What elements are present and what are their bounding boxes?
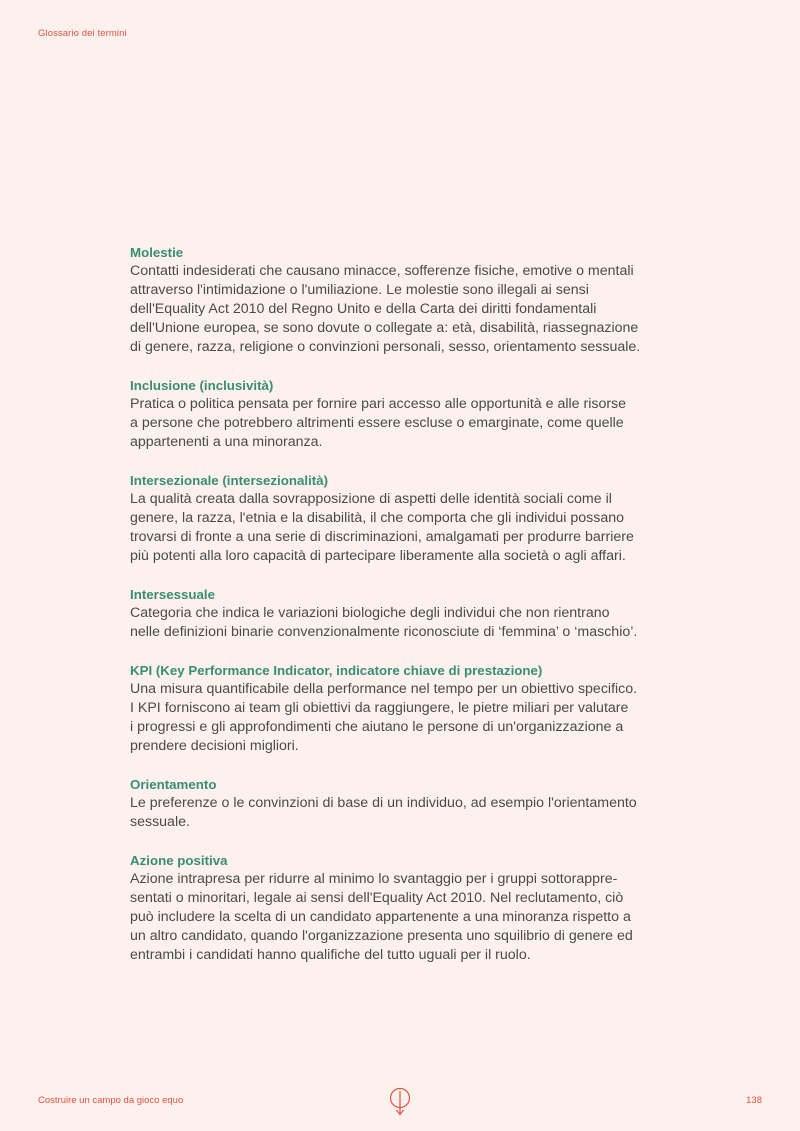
glossary-definition: Azione intrapresa per ridurre al minimo lo svantaggio per i gruppi sottorappre- sentati o minoritari, legale ai sensi dell'Equality Act 2010. Nel reclutamento, ciò può includere la scelta di un candidato appartenente a una minoranza rispetto a un altro candidato, quando l'organizzazione presenta uno squilibrio di genere ed entrambi i candidati hanno qualifiche del tutto uguali per il ruolo. — [130, 871, 633, 963]
glossary-term: Orientamento — [130, 777, 217, 792]
glossary-definition: Categoria che indica le variazioni biologiche degli individui che non rientrano nelle definizioni binarie convenzionalmente riconosciute di ‘femmina’ o ‘maschio’. — [130, 605, 638, 640]
glossary-term: Molestie — [130, 245, 184, 260]
glossary-definition: Una misura quantificabile della performance nel tempo per un obiettivo specifico. I KPI forniscono ai team gli obiettivi da raggiungere, le pietre miliari per valutare i progressi e gli approfondimenti che aiutano le persone di un'organizzazione a prendere decisioni migliori. — [130, 681, 638, 754]
pin-arrow-icon — [389, 1087, 411, 1117]
glossary-list — [130, 243, 675, 984]
glossary-entry-intersessuale — [130, 585, 675, 642]
glossary-term: KPI (Key Performance Indicator, indicatore chiave di prestazione) — [130, 663, 543, 678]
glossary-entry-intersezionale — [130, 471, 675, 566]
footer-title: Costruire un campo da gioco equo — [38, 1095, 184, 1106]
glossary-term: Intersezionale (intersezionalità) — [130, 473, 329, 488]
glossary-definition: Le preferenze o le convinzioni di base di un individuo, ad esempio l'orientamento sessuale. — [130, 795, 637, 830]
glossary-definition: La qualità creata dalla sovrapposizione di aspetti delle identità sociali come il genere, la razza, l'etnia e la disabilità, il che comporta che gli individui possano trovarsi di fronte a una serie di discriminazioni, amalgamati per produrre barriere più potenti alla loro capacità di partecipare liberamente alla società o agli affari. — [130, 491, 634, 564]
page-number: 138 — [746, 1095, 762, 1106]
glossary-term: Intersessuale — [130, 587, 216, 602]
glossary-entry-orientamento — [130, 775, 675, 832]
glossary-term: Azione positiva — [130, 853, 228, 868]
glossary-entry-azione-positiva — [130, 851, 675, 965]
running-header: Glossario dei termini — [38, 28, 127, 39]
glossary-entry-kpi — [130, 661, 675, 756]
glossary-definition: Contatti indesiderati che causano minacce, sofferenze fisiche, emotive o mentali attraverso l'intimidazione o l'umiliazione. Le molestie sono illegali ai sensi dell'Equality Act 2010 del Regno Unito e della Carta dei diritti fondamentali dell'Unione europea, se sono dovute o collegate a: età, disabilità, riassegnazione di genere, razza, religione o convinzioni personali, sesso, orientamento sessuale. — [130, 263, 641, 355]
glossary-entry-inclusione — [130, 376, 675, 452]
glossary-definition: Pratica o politica pensata per fornire pari accesso alle opportunità e alle risorse a persone che potrebbero altrimenti essere escluse o emarginate, come quelle appartenenti a una minoranza. — [130, 396, 627, 450]
glossary-entry-molestie — [130, 243, 675, 357]
glossary-term: Inclusione (inclusività) — [130, 378, 274, 393]
